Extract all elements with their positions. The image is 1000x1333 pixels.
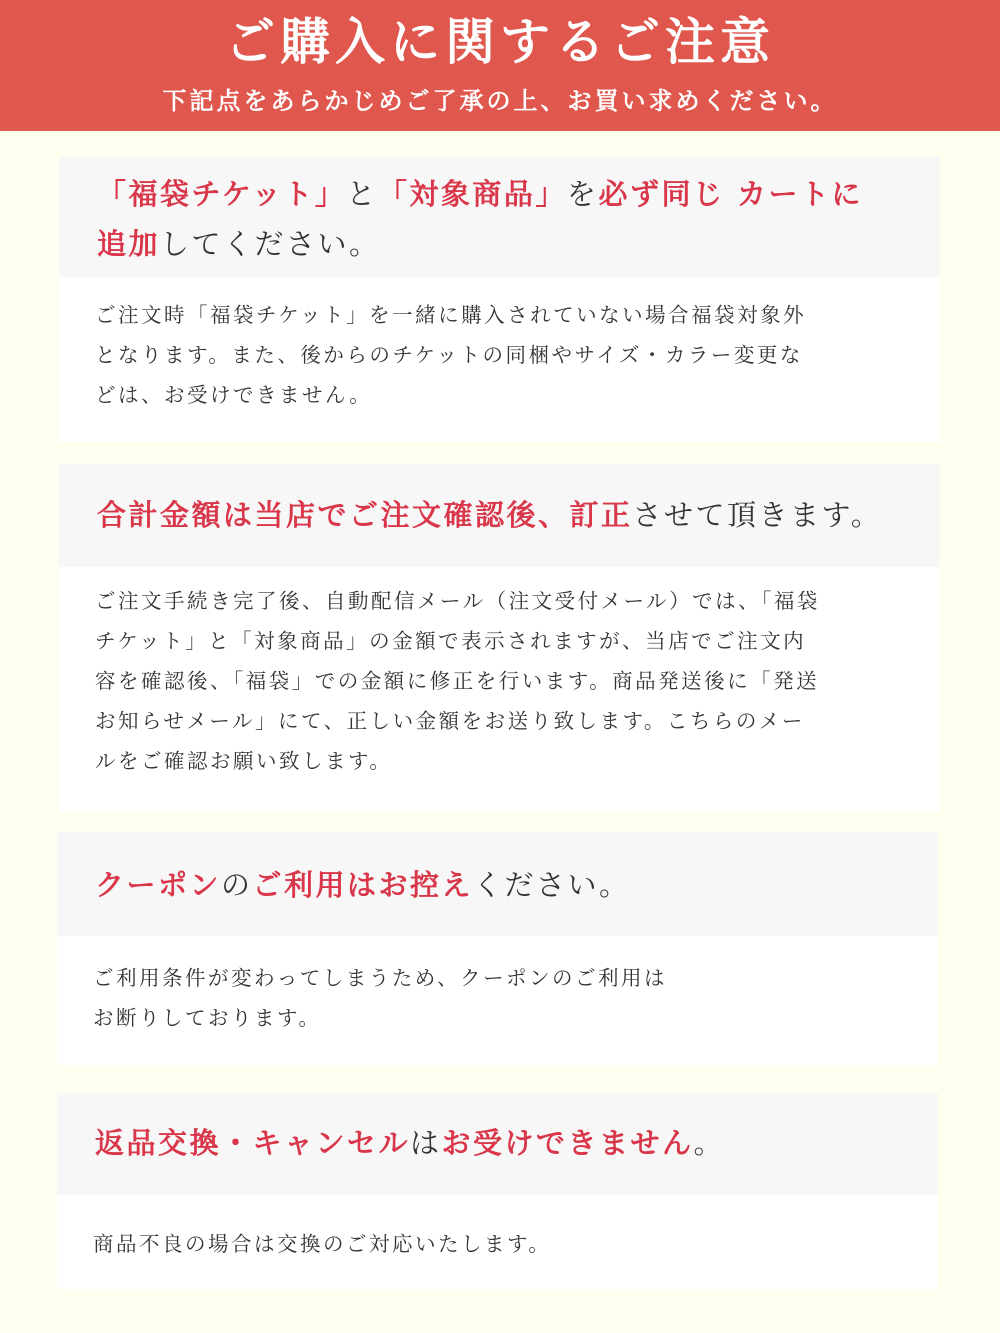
notice-card-body: [93, 1224, 910, 1264]
title-part: してください。: [160, 227, 381, 261]
title-part: ご利用はお控え: [252, 868, 474, 902]
body-line: お断りしております。: [93, 1006, 322, 1030]
notice-card-body: [93, 958, 910, 1038]
notice-card-body: [95, 295, 912, 415]
title-part: させて頂きます。: [632, 498, 883, 532]
body-line: チケット」と「対象商品」の金額で表示されますが、当店でご注文内: [95, 629, 807, 653]
notice-card-returns: [57, 1093, 938, 1289]
notice-card-header: [59, 157, 940, 277]
title-part: ください。: [473, 868, 631, 902]
body-line: ご注文時「福袋チケット」を一緒に購入されていない場合福袋対象外: [95, 303, 807, 327]
body-line: ルをご確認お願い致します。: [95, 749, 393, 773]
notice-card-title: [95, 1118, 918, 1168]
title-part: の: [221, 868, 253, 902]
title-part: 「福袋チケット」: [97, 177, 347, 211]
notice-card-header: [57, 832, 938, 936]
header-banner: [0, 0, 1000, 131]
title-part: 「対象商品」: [377, 177, 567, 211]
body-line: ご利用条件が変わってしまうため、クーポンのご利用は: [93, 966, 667, 990]
body-line: どは、お受けできません。: [95, 383, 373, 407]
notice-card-header: [59, 464, 940, 567]
title-part: と: [346, 177, 378, 211]
body-line: ご注文手続き完了後、自動配信メール（注文受付メール）では、「福袋: [95, 589, 820, 613]
title-part: お受けできません: [441, 1126, 694, 1160]
title-part: は: [410, 1126, 442, 1160]
page-title: ご購入に関するご注意: [225, 13, 775, 71]
title-part: クーポン: [95, 868, 222, 902]
notice-card-title: [97, 490, 920, 540]
body-line: となります。また、後からのチケットの同梱やサイズ・カラー変更な: [95, 343, 803, 367]
title-part: 。: [693, 1126, 726, 1160]
body-line: お知らせメール」にて、正しい金額をお送り致します。こちらのメー: [95, 709, 805, 733]
title-part: を: [566, 177, 599, 211]
notice-card-title: [97, 169, 867, 269]
page-subtitle: 下記点をあらかじめご了承の上、お買い求めください。: [162, 87, 838, 115]
notice-card-coupon: [57, 832, 938, 1065]
title-part: 必ず同じ カートに追加: [97, 177, 864, 261]
notice-card-header: [57, 1093, 938, 1195]
title-part: 合計金額は当店でご注文確認後、訂正: [97, 498, 633, 532]
notice-card-body: [95, 581, 912, 781]
notice-card-title: [95, 860, 918, 910]
notice-card-same-cart: [59, 157, 940, 442]
body-line: 商品不良の場合は交換のご対応いたします。: [93, 1232, 552, 1256]
body-line: 容を確認後、「福袋」での金額に修正を行います。商品発送後に「発送: [95, 669, 820, 693]
title-part: 返品交換・キャンセル: [95, 1126, 411, 1160]
notice-card-price-correction: [59, 464, 940, 812]
